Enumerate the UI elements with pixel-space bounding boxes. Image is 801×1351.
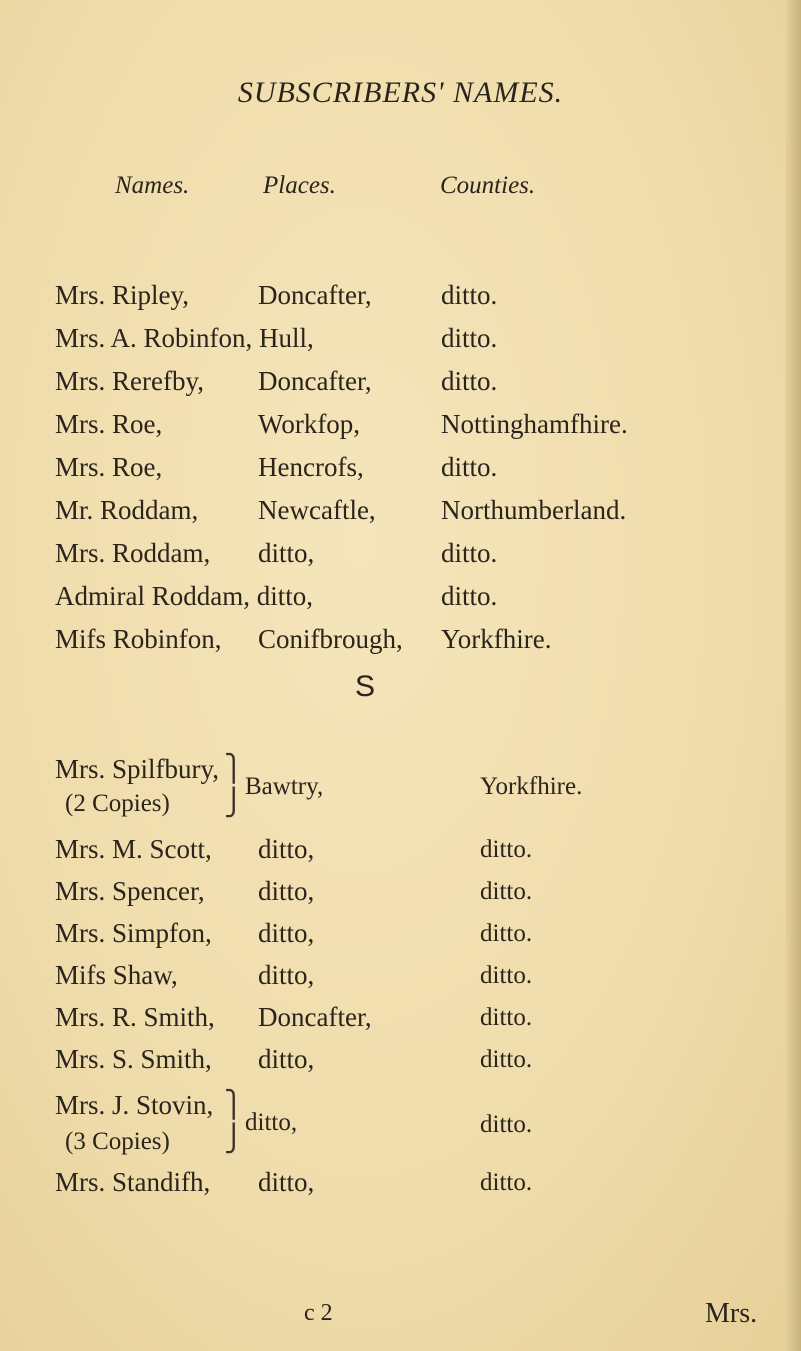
section-letter: S (354, 670, 375, 703)
page-title: SUBSCRIBERS' NAMES. (237, 76, 564, 109)
row-county: ditto. (441, 538, 498, 568)
row-name: Mrs. S. Smith, (55, 1044, 212, 1074)
row-name: Mrs. R. Smith, (55, 1002, 215, 1032)
row-place: ditto, (258, 538, 315, 568)
row-county: ditto. (441, 452, 498, 482)
row-copies: (3 Copies) (65, 1128, 170, 1155)
row-name: Mifs Shaw, (55, 960, 178, 990)
row-place: Doncafter, (258, 280, 372, 310)
row-county: ditto. (480, 1111, 533, 1138)
row-county: ditto. (441, 366, 498, 396)
row-county: ditto. (480, 878, 533, 905)
row-place: Hencrofs, (258, 452, 364, 482)
row-name: Mrs. Rerefby, (55, 366, 204, 396)
header-places: Places. (263, 172, 336, 199)
row-place: Bawtry, (245, 773, 324, 800)
row-name-place: Admiral Roddam, ditto, (55, 581, 313, 611)
row-name: Mifs Robinfon, (55, 624, 222, 654)
row-county: ditto. (441, 323, 498, 353)
brace: ⎭ (224, 1124, 244, 1153)
row-county: ditto. (441, 581, 498, 611)
row-place: ditto, (258, 960, 315, 990)
row-name-place: Mrs. A. Robinfon, Hull, (55, 323, 314, 353)
brace: ⎭ (224, 788, 244, 817)
header-counties: Counties. (440, 172, 536, 199)
row-place: Workfop, (258, 409, 361, 439)
row-name: Mrs. Standifh, (55, 1167, 211, 1197)
row-name: Mr. Roddam, (55, 495, 199, 525)
row-county: ditto. (480, 920, 533, 947)
catchword: Mrs. (705, 1298, 758, 1329)
row-county: Yorkfhire. (480, 773, 583, 800)
row-copies: (2 Copies) (65, 790, 170, 817)
row-name: Mrs. M. Scott, (55, 834, 212, 864)
brace: ⎫ (224, 1090, 244, 1119)
row-county: ditto. (441, 280, 498, 310)
signature-mark: c 2 (304, 1300, 333, 1326)
row-name: Mrs. Spilfbury, (55, 754, 220, 784)
row-place: Newcaftle, (258, 495, 376, 525)
row-name: Mrs. Roddam, (55, 538, 211, 568)
row-place: ditto, (258, 834, 315, 864)
row-county: Nottinghamfhire. (441, 409, 628, 439)
row-county: ditto. (480, 836, 533, 863)
row-name: Mrs. Roe, (55, 452, 163, 482)
page-edge (785, 0, 801, 1351)
row-county: ditto. (480, 962, 533, 989)
row-place: Conifbrough, (258, 624, 403, 654)
row-place: Doncafter, (258, 366, 372, 396)
row-place: ditto, (245, 1109, 298, 1136)
row-name: Mrs. Roe, (55, 409, 163, 439)
row-place: ditto, (258, 1044, 315, 1074)
row-name: Mrs. Ripley, (55, 280, 189, 310)
row-county: ditto. (480, 1046, 533, 1073)
row-name: Mrs. J. Stovin, (55, 1090, 214, 1120)
row-name: Mrs. Spencer, (55, 876, 205, 906)
row-place: Doncafter, (258, 1002, 372, 1032)
row-county: Yorkfhire. (441, 624, 552, 654)
row-place: ditto, (258, 876, 315, 906)
header-names: Names. (115, 172, 190, 199)
row-county: ditto. (480, 1004, 533, 1031)
brace: ⎫ (224, 754, 244, 783)
row-place: ditto, (258, 1167, 315, 1197)
row-place: ditto, (258, 918, 315, 948)
row-county: ditto. (480, 1169, 533, 1196)
row-county: Northumberland. (441, 495, 627, 525)
row-name: Mrs. Simpfon, (55, 918, 212, 948)
